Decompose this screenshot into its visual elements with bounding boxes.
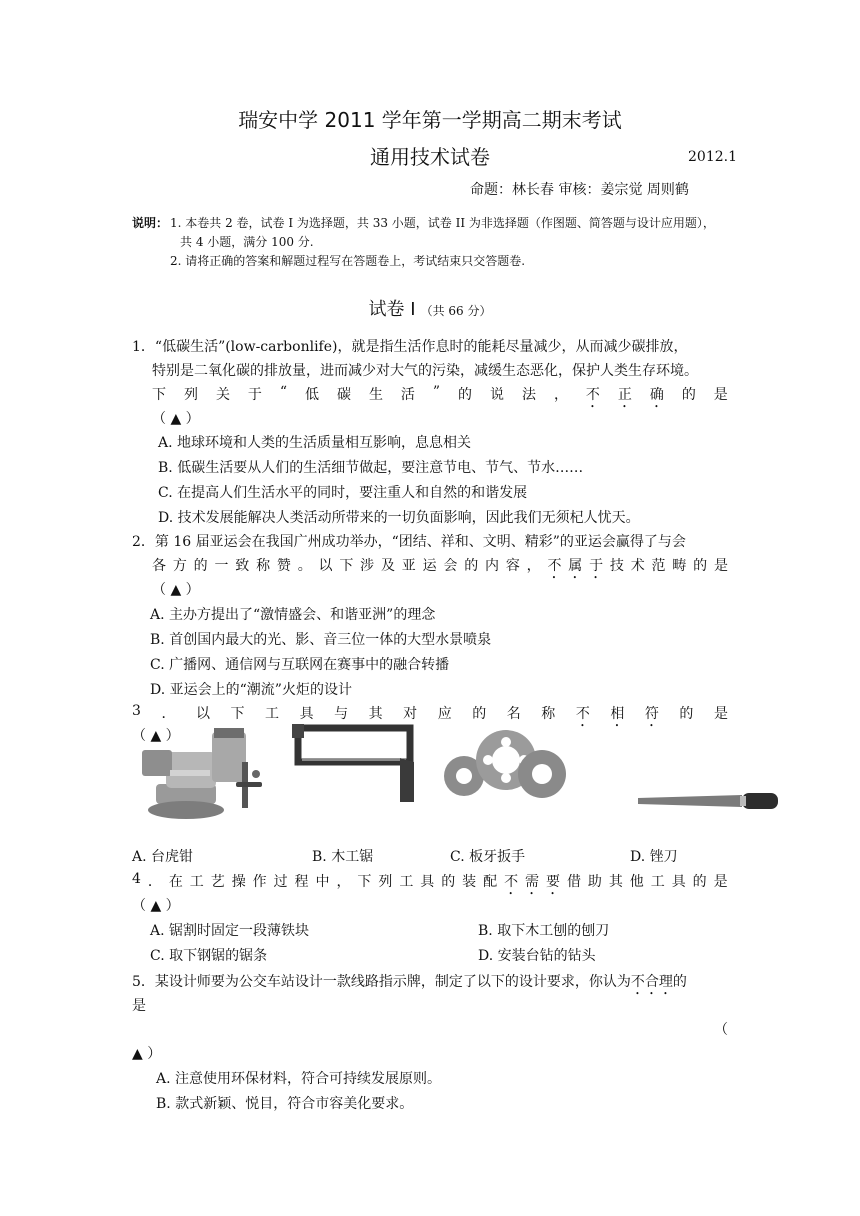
q4-char: ， [336,874,351,890]
q4-char: 工 [650,874,665,890]
q4-char: 具 [671,874,686,890]
q1-char: 关 [215,387,230,403]
q4-char: 他 [629,874,644,890]
q4-char: 具 [420,874,435,890]
q1-char: 列 [183,387,198,403]
q1-char: 法 [521,387,536,403]
q3-char: 以 [195,706,210,722]
q5-line2: 是 [132,998,146,1014]
q2-emphasis-char: 不 [547,558,562,574]
q4-char: 装 [462,874,477,890]
q4-char: ． [147,874,162,890]
q1-char: 说 [490,387,504,403]
q1-line1: 1．“低碳生活”(low-carbonlife)，就是指生活作息时的能耗尽量减少，从而减少碳排放， [132,339,688,355]
q2-option-c: C. 广播网、通信网与互联网在赛事中的融合转播 [150,657,450,673]
q3-option-b: B. 木工锯 [312,849,374,865]
q2-option-d: D. 亚运会上的“潮流”火炬的设计 [150,682,352,698]
q1-option-d: D. 技术发展能解决人类活动所带来的一切负面影响，因此我们无须杞人忧天。 [158,510,640,526]
q2-char: 一 [214,558,229,574]
q1-option-a: A. 地球环境和人类的生活质量相互影响，息息相关 [158,435,472,451]
q4-option-b: B. 取下木工刨的刨刀 [478,923,610,939]
q1-char: 生 [368,387,383,403]
q3-char: 的 [472,706,487,722]
q2-char: 亚 [401,558,416,574]
q1-char: 低 [305,387,320,403]
q4-char: 作 [252,874,267,890]
q2-emphasis-char: 属 [568,558,583,574]
q3-emphasis-char: 符 [644,706,659,722]
q3-char: 称 [541,706,556,722]
hacksaw-image [288,722,420,810]
q4-emphasis-char: 不 [504,874,519,890]
q2-emphasis-char: 于 [589,558,604,574]
q2-option-b: B. 首创国内最大的光、影、音三位一体的大型水景喷泉 [150,632,492,648]
q3-char: ． [161,706,176,722]
q2-char: 的 [193,558,208,574]
q1-char: 下 [152,387,166,403]
q4-char: 助 [587,874,602,890]
q5-answer-mark: ▲ ） [132,1046,162,1062]
instructions-label: 说明： [132,216,169,230]
q2-char: ， [526,558,541,574]
q1-char: 碳 [336,387,351,403]
q2-option-a: A. 主办方提出了“激情盛会、和谐亚洲”的理念 [150,607,436,623]
file-tool-image [636,790,782,812]
exam-authors: 命题：林长春 审核：姜宗觉 周则鹤 [470,182,689,198]
q3-char: 是 [713,706,728,722]
q3-char: 3 [132,703,141,719]
q3-option-a: A. 台虎钳 [132,849,194,865]
q2-char: 术 [630,558,645,574]
q4-char: 配 [483,874,498,890]
q1-option-b: B. 低碳生活要从人们的生活细节做起，要注意节电、节气、节水…… [158,460,584,476]
q5-text: 5．某设计师要为公交车站设计一款线路指示牌，制定了以下的设计要求，你认为 [132,974,631,990]
q2-char: 致 [235,558,250,574]
q3-char: 对 [403,706,418,722]
section-title: 试卷 I [368,299,416,320]
q2-char: 方 [172,558,187,574]
q4-char: 的 [441,874,456,890]
q4-char: 工 [189,874,204,890]
q2-char: 范 [651,558,666,574]
q3-answer-mark: （ ▲ ） [132,728,180,744]
q4-option-c: C. 取下钢锯的锯条 [150,948,268,964]
exam-subtitle: 通用技术试卷 [370,145,490,169]
q1-char: 是 [713,387,728,403]
q2-char: 的 [693,558,708,574]
q4-char: 中 [315,874,330,890]
q2-line2 [152,555,728,582]
q2-char: 畴 [672,558,687,574]
exam-title: 瑞安中学 2011 学年第一学期高二期末考试 [238,108,622,132]
q4-char: 借 [566,874,581,890]
q4-char: 过 [273,874,288,890]
q2-char: 。 [297,558,312,574]
q1-option-c: C. 在提高人们生活水平的同时，要注重人和自然的和谐发展 [158,485,528,501]
q2-char: 涉 [360,558,375,574]
die-wrench-image [438,728,568,804]
q3-option-d: D. 锉刀 [630,849,678,865]
q4-char: 其 [608,874,623,890]
q4-char: 列 [378,874,393,890]
q2-char: 会 [443,558,458,574]
q2-char: 运 [422,558,437,574]
q3-char: 名 [506,706,521,722]
q4-char: 工 [399,874,414,890]
q2-char: 称 [256,558,271,574]
q1-answer-mark: （ ▲ ） [152,411,200,427]
bench-vise-image [130,722,268,824]
q1-char: “ [279,384,288,400]
q3-char: 与 [334,706,349,722]
instruction-item-2: 2. 请将正确的答案和解题过程写在答题卷上，考试结束只交答题卷. [170,254,526,268]
q1-emphasis-char: 确 [649,387,664,403]
q3-option-c: C. 板牙扳手 [450,849,526,865]
q4-option-a: A. 锯割时固定一段薄铁块 [150,923,310,939]
q2-char: 下 [339,558,354,574]
q2-line1: 2．第 16 届亚运会在我国广州成功举办，“团结、祥和、文明、精彩”的亚运会赢得了与会 [132,534,686,550]
q4-answer-mark: （ ▲ ） [132,898,180,914]
q2-char: 以 [318,558,333,574]
q5-text-end: 的 [672,974,687,990]
instruction-item-1-cont: 共 4 小题，满分 100 分. [180,235,314,249]
q1-char: ， [553,387,568,403]
q1-line2: 特别是二氧化碳的排放量，进而减少对大气的污染，减缓生态恶化，保护人类生存环境。 [152,363,698,379]
q1-char: 于 [247,387,262,403]
q2-char: 是 [713,558,728,574]
q2-char: 及 [380,558,395,574]
q1-emphasis-char: 正 [617,387,632,403]
q4-char: 在 [168,874,183,890]
q4-char: 4 [132,871,141,887]
q5-paren-open: （ [714,1022,728,1038]
q2-char: 技 [609,558,624,574]
q2-char: 的 [464,558,479,574]
q1-char: 活 [400,387,415,403]
q3-char: 具 [299,706,314,722]
q4-emphasis-char: 要 [545,874,560,890]
q4-option-d: D. 安装台钻的钻头 [478,948,596,964]
q3-char: 应 [437,706,452,722]
instruction-item-1: 1. 本卷共 2 卷，试卷 I 为选择题，共 33 小题，试卷 II 为非选择题（作图题、简答题与设计应用题）， [170,216,715,230]
q2-char: 各 [152,558,166,574]
section-score: （共 66 分） [420,304,492,318]
q1-char: ” [432,384,441,400]
q5-emphasis-text: 不合理 [630,974,673,990]
q4-char: 操 [231,874,246,890]
q4-char: 程 [294,874,309,890]
q3-emphasis-char: 相 [610,706,625,722]
q3-char: 工 [265,706,280,722]
q5-option-a: A. 注意使用环保材料，符合可持续发展原则。 [156,1071,442,1087]
q1-emphasis-char: 不 [585,387,600,403]
q1-line3 [152,384,728,411]
q5-option-b: B. 款式新颖、悦目，符合市容美化要求。 [156,1096,414,1112]
q2-char: 内 [485,558,499,574]
q4-emphasis-char: 需 [525,874,540,890]
q3-char: 其 [368,706,383,722]
q3-emphasis-char: 不 [575,706,590,722]
q1-char: 的 [681,387,696,403]
section-heading [0,295,860,321]
q4-char: 是 [713,874,728,890]
q4-char: 下 [357,874,372,890]
q1-char: 的 [458,387,473,403]
q5-line1 [132,971,687,998]
exam-date: 2012.1 [688,149,737,165]
q3-char: 下 [230,706,245,722]
q2-char: 容 [505,558,520,574]
q4-char: 的 [692,874,707,890]
q2-answer-mark: （ ▲ ） [152,582,200,598]
q2-char: 赞 [276,558,291,574]
q3-char: 的 [679,706,694,722]
q4-line1 [132,871,728,898]
q4-char: 艺 [210,874,225,890]
